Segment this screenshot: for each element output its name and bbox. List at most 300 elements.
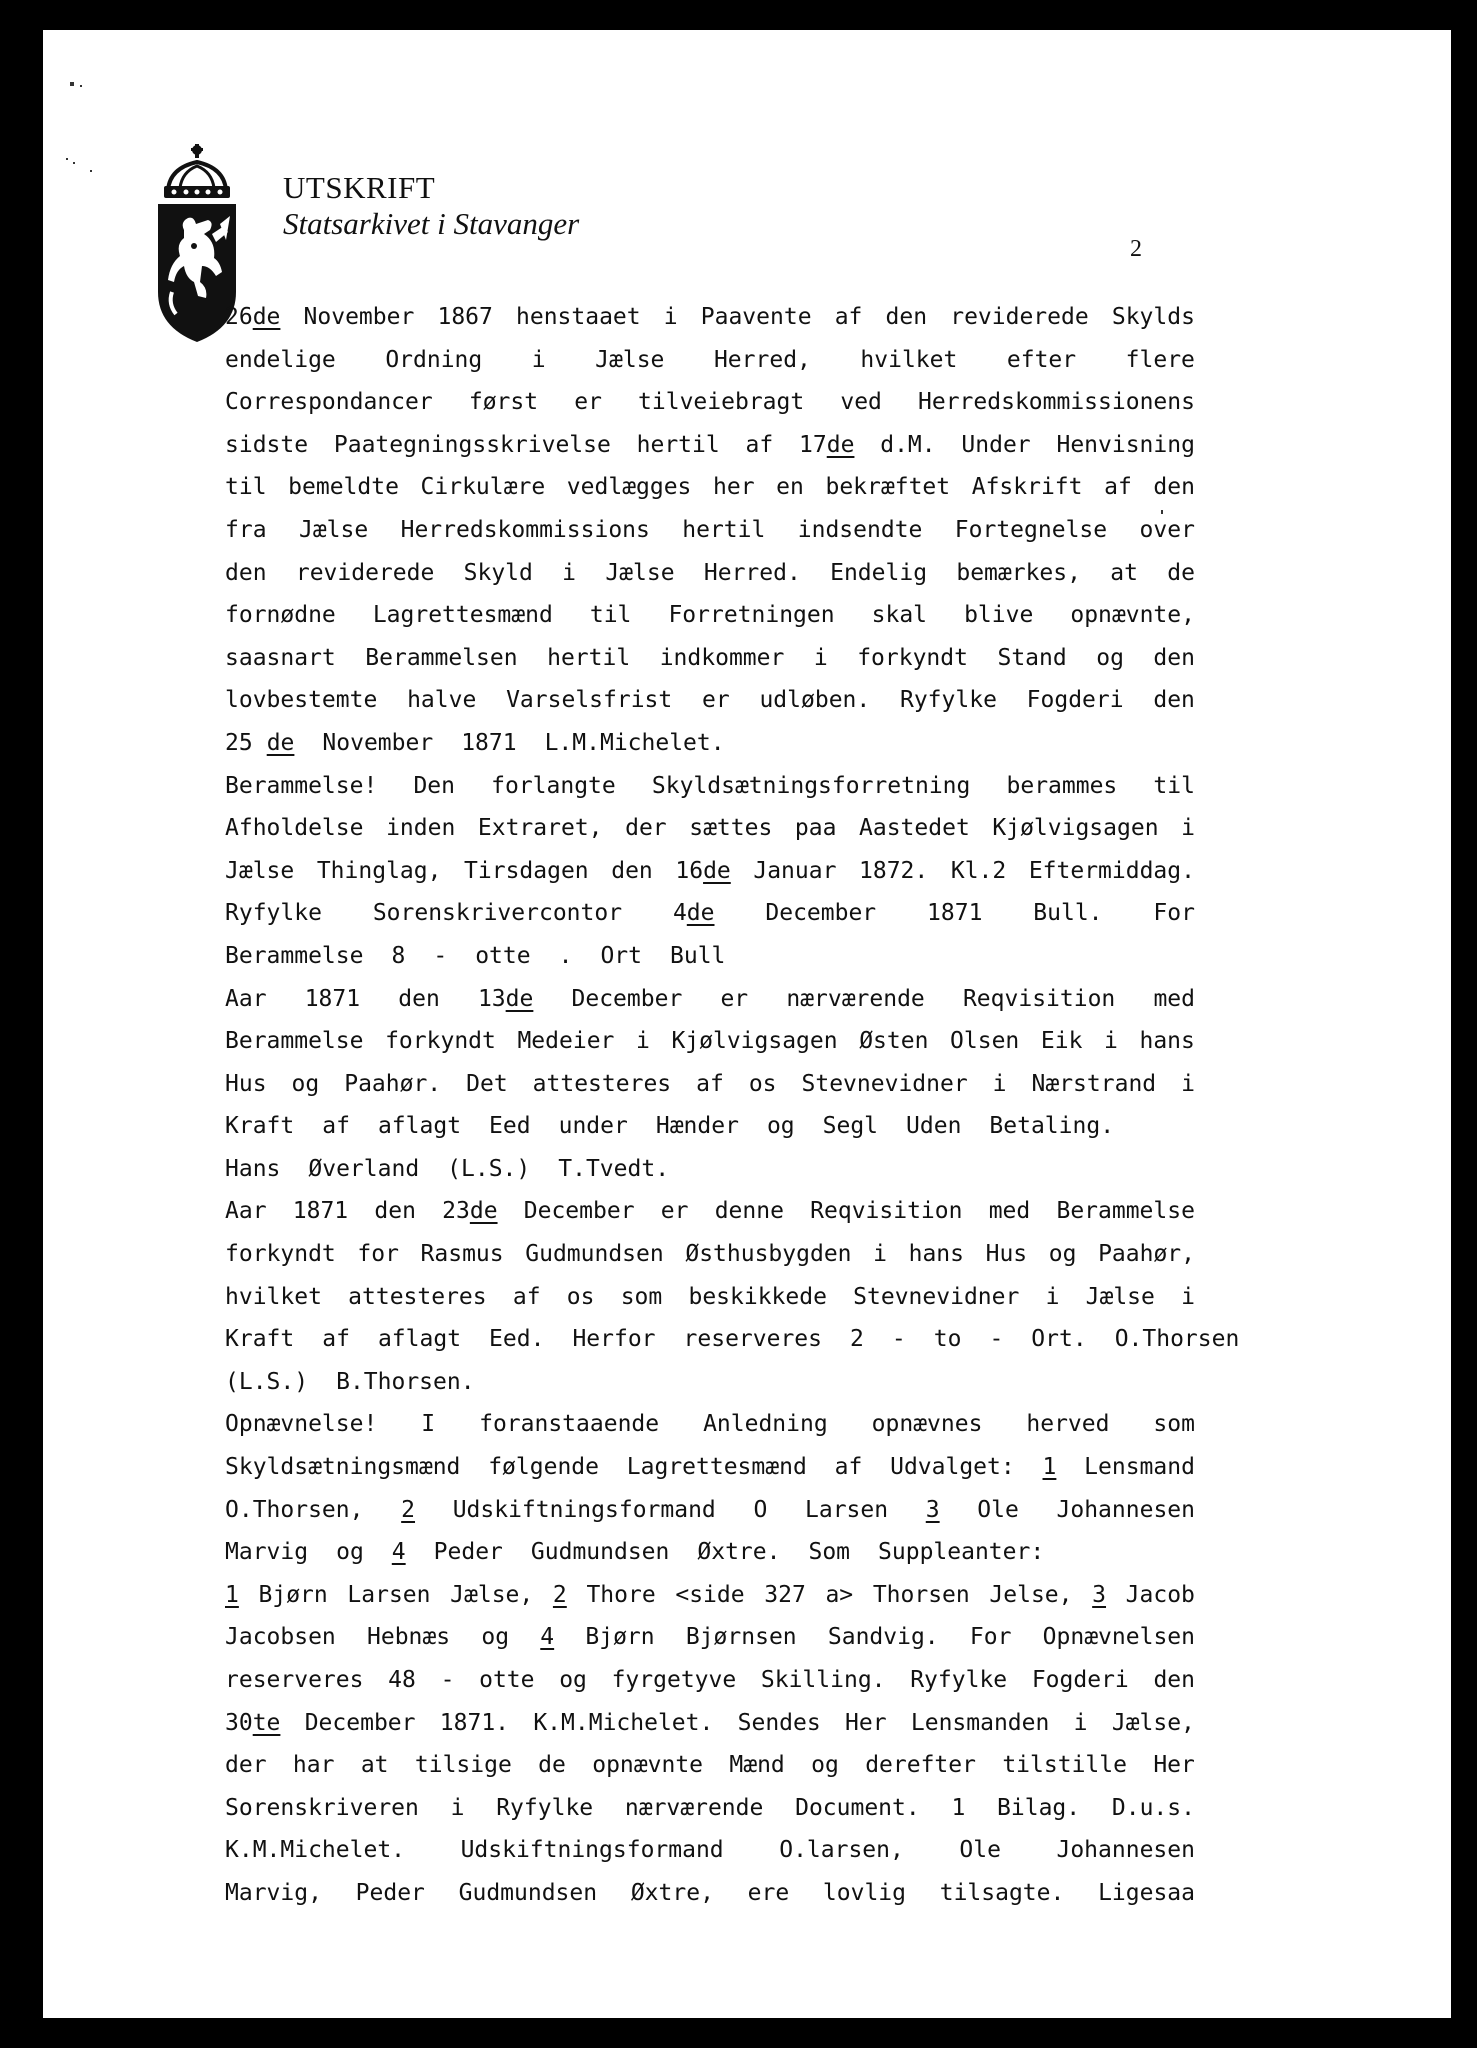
word-text: Herred. [703, 559, 801, 586]
word-text: med [988, 1198, 1031, 1225]
word [225, 594, 336, 637]
word [761, 1659, 886, 1702]
word [447, 1148, 544, 1191]
word [656, 1105, 753, 1148]
word [595, 339, 664, 382]
word [567, 466, 692, 509]
word [1007, 339, 1076, 382]
word-text: Herred, [713, 346, 811, 373]
word [729, 1744, 784, 1787]
word [421, 466, 546, 509]
word-text: K.M.Michelet. [225, 1837, 406, 1864]
word [553, 1574, 567, 1617]
word [558, 1148, 683, 1191]
word [825, 466, 950, 509]
word-text: Peder [433, 1539, 503, 1566]
word [845, 1702, 887, 1745]
underlined-text: de [252, 304, 281, 330]
word [910, 1659, 1007, 1702]
text-line [225, 1829, 1195, 1872]
word-text: Aastedet [859, 815, 970, 842]
word-text: Cirkulære [420, 474, 546, 501]
word [814, 637, 828, 680]
word-text: 1871 [927, 900, 983, 927]
word-text: Ryfylke [899, 687, 997, 714]
word-text: Suppleanter: [878, 1539, 1045, 1566]
word-text: Eed [489, 1113, 531, 1140]
word [407, 679, 476, 722]
word-text: 2 [850, 1326, 864, 1353]
text-line [225, 892, 1195, 935]
word-text: Larsen [347, 1581, 431, 1608]
word [1029, 850, 1195, 893]
word [857, 637, 968, 680]
word [926, 1489, 940, 1532]
word [701, 296, 812, 339]
word-text: Ryfylke [225, 900, 322, 927]
word [627, 1446, 807, 1489]
word [322, 722, 447, 765]
word [697, 1531, 794, 1574]
text-line [225, 1659, 1195, 1702]
word [525, 1233, 663, 1276]
word-text: O.Thorsen, [225, 1496, 364, 1523]
word-text: aflagt [377, 1326, 462, 1353]
word-text: i [663, 304, 678, 330]
word-text: - [989, 1326, 1004, 1353]
word [293, 1744, 335, 1787]
word-text: attesteres [348, 1283, 487, 1310]
word-text: bekræftet [825, 474, 951, 501]
word [1098, 1233, 1195, 1276]
word [671, 1020, 837, 1063]
word-text: Aar [225, 985, 267, 1012]
word [950, 296, 1088, 339]
underlined-text: de [469, 1198, 498, 1225]
word [559, 1105, 642, 1148]
text-line [225, 1233, 1195, 1276]
word-text: i [562, 559, 577, 586]
word-text: 327 [764, 1581, 806, 1608]
word [955, 509, 1107, 552]
word [225, 1233, 336, 1276]
text-line [225, 1063, 1195, 1106]
word-text: den [1153, 1667, 1195, 1693]
word-text: er [720, 985, 749, 1012]
word [670, 935, 739, 978]
word-text: December [523, 1198, 635, 1225]
word [592, 1744, 703, 1787]
word [1098, 1872, 1195, 1915]
word [479, 1403, 659, 1446]
word [688, 1276, 826, 1319]
text-line [225, 466, 1195, 509]
word [559, 1659, 587, 1702]
word-text: Peder [355, 1879, 425, 1906]
word [464, 850, 589, 893]
word-text: i [450, 1794, 465, 1821]
word [398, 978, 440, 1021]
word [906, 1105, 975, 1148]
word [621, 1276, 663, 1319]
word-text: Correspondancer [225, 389, 433, 416]
underlined-text: 3 [1092, 1581, 1107, 1608]
word-text: Marvig, [225, 1879, 322, 1906]
word [1032, 1063, 1157, 1106]
word [1153, 679, 1195, 722]
word-text: Lagrettesmænd [372, 602, 553, 629]
word-text: her [713, 474, 755, 501]
word [365, 637, 517, 680]
word [299, 509, 368, 552]
word-text: Bjørn [258, 1581, 328, 1608]
word [481, 1616, 509, 1659]
word-text: K.M.Michelet. [533, 1709, 714, 1736]
word [225, 978, 267, 1021]
word [374, 1190, 416, 1233]
word-text: 16 [675, 857, 704, 884]
word-text: Reqvisition [810, 1198, 963, 1225]
word-text: og [766, 1113, 795, 1140]
word-text: denne [714, 1198, 784, 1225]
word [835, 296, 863, 339]
word [225, 1020, 363, 1063]
word [1153, 637, 1195, 680]
word-text: Jælse [1085, 1283, 1155, 1310]
word [391, 935, 419, 978]
word-text: Den [413, 772, 455, 799]
word-text: I [421, 1411, 436, 1438]
word-text: der [625, 815, 667, 842]
word-text: flere [1125, 346, 1195, 373]
word [225, 1787, 419, 1830]
word-text: blive [964, 602, 1034, 629]
word [825, 1574, 853, 1617]
word [764, 1574, 806, 1617]
word-text: O [753, 1496, 768, 1523]
word [1074, 1702, 1088, 1745]
word [469, 381, 538, 424]
word [453, 1489, 716, 1532]
word-text: Jælse, [1111, 1709, 1195, 1736]
word-text: B.Thorsen. [336, 1368, 475, 1395]
word [759, 679, 870, 722]
word-text: hertil [682, 516, 766, 543]
word-text: Udskiftningsformand [460, 1837, 724, 1864]
word [1032, 1659, 1129, 1702]
word [225, 339, 336, 382]
word [1007, 765, 1118, 808]
word [461, 1829, 724, 1872]
word-text: December [304, 1709, 416, 1736]
word [828, 1616, 939, 1659]
word [918, 381, 1195, 424]
word-text: forkyndt [225, 1241, 336, 1268]
word [703, 1403, 828, 1446]
word [1027, 679, 1124, 722]
word-text: Segl [822, 1113, 879, 1140]
word-text: af [834, 1454, 863, 1481]
word [823, 1872, 906, 1915]
word-text: derefter [865, 1752, 976, 1779]
word [989, 1190, 1031, 1233]
text-line [225, 594, 1195, 637]
word [1033, 892, 1102, 935]
word-text: indsendte [797, 516, 923, 543]
word-text: (L.S.) [447, 1155, 531, 1182]
word [638, 381, 804, 424]
word-text: i [1181, 1070, 1195, 1097]
word-text: Thinglag, [316, 857, 442, 884]
word [738, 1702, 821, 1745]
word [1153, 1659, 1195, 1702]
word-text: de [1167, 559, 1195, 586]
word-text: Det [466, 1070, 508, 1097]
word [767, 1105, 809, 1148]
word-text: skal [871, 602, 928, 629]
text-line [225, 1276, 1195, 1319]
word-text: Skylds [1111, 304, 1195, 330]
word [900, 679, 997, 722]
word [440, 1702, 509, 1745]
word [392, 1531, 420, 1574]
word [684, 1318, 836, 1361]
word-text: under [558, 1113, 628, 1140]
word [612, 1659, 737, 1702]
word [433, 935, 461, 978]
text-line [225, 1489, 1195, 1532]
word-text: Jacob [1125, 1581, 1195, 1608]
word [977, 1489, 1019, 1532]
text-line [225, 1702, 1195, 1745]
word-text: der [225, 1752, 267, 1779]
word [225, 1403, 377, 1446]
word [547, 637, 630, 680]
text-line [225, 1446, 1195, 1489]
word [225, 1872, 322, 1915]
word [1070, 594, 1195, 637]
word [840, 381, 882, 424]
word [367, 1616, 450, 1659]
word-text: Skyld [463, 559, 533, 586]
word [652, 765, 971, 808]
word [464, 552, 533, 595]
word [317, 850, 442, 893]
word-text: Hus [985, 1241, 1028, 1268]
text-line [225, 1574, 1195, 1617]
word-text: Gudmundsen [530, 1539, 670, 1566]
word-text: O.larsen, [779, 1837, 904, 1864]
word-text: fyrgetyve [611, 1667, 737, 1693]
word [225, 1063, 267, 1106]
word-text: Ligesaa [1098, 1879, 1195, 1906]
word-text: Her [1153, 1752, 1195, 1779]
word [585, 1616, 654, 1659]
word [853, 1276, 1019, 1319]
word [951, 1787, 965, 1830]
word-text: Ole [977, 1496, 1019, 1523]
word-text: Berammelsen [365, 644, 518, 671]
word [421, 1403, 435, 1446]
word [992, 807, 1158, 850]
word [562, 552, 576, 595]
word-text: - [440, 1667, 455, 1693]
word [572, 1318, 669, 1361]
word-text: den [611, 857, 653, 884]
word [989, 1574, 1072, 1617]
text-line [225, 722, 1195, 765]
word-text: den [374, 1198, 416, 1225]
word-text: hertil [547, 644, 631, 671]
word-text: vedlægges [566, 474, 692, 501]
word [956, 552, 1081, 595]
word [714, 339, 811, 382]
word [805, 1489, 888, 1532]
underlined-text: 4 [391, 1539, 406, 1566]
word-text: Eed. [489, 1326, 545, 1353]
word-text: de [538, 1752, 566, 1779]
word-text: Aar [225, 1198, 267, 1225]
word [810, 1190, 962, 1233]
word [972, 466, 1083, 509]
word [776, 466, 804, 509]
word-text: bemærkes, [956, 559, 1081, 586]
word-text: Lensmanden [910, 1709, 1050, 1736]
word-text: over [1139, 516, 1195, 543]
word [959, 1829, 1001, 1872]
word-text: Bilag. [997, 1794, 1081, 1821]
word [1104, 1020, 1118, 1063]
word-text: 1871 [304, 985, 361, 1012]
word-text: 1872. [859, 857, 929, 884]
word [675, 850, 730, 893]
word-text: Stevnevidner [801, 1070, 968, 1097]
word [830, 552, 927, 595]
word-text: Herredskommissions [400, 516, 650, 543]
word-text: 17 [799, 431, 827, 458]
word [878, 1531, 1058, 1574]
word-text: forlangte [491, 772, 616, 799]
word [459, 1872, 597, 1915]
word-text: 8 [391, 942, 406, 969]
word [1139, 1020, 1194, 1063]
word-text: i [1104, 1028, 1118, 1055]
word [808, 1531, 864, 1574]
text-line [225, 509, 1195, 552]
word-text: i [1181, 1283, 1195, 1310]
word [442, 1190, 497, 1233]
word [590, 594, 632, 637]
word [225, 722, 308, 765]
word [385, 339, 482, 382]
word [378, 1318, 475, 1361]
word [802, 1063, 968, 1106]
word-text: December [765, 900, 877, 927]
word-text: d.M. [880, 431, 936, 458]
word-text: Sendes [737, 1709, 821, 1736]
word-text: Herredskommissionens [918, 389, 1195, 416]
word-text: tilsagte. [939, 1879, 1065, 1906]
word [296, 552, 434, 595]
word [811, 1744, 839, 1787]
word [225, 807, 363, 850]
word-text: Afskrift [971, 474, 1083, 501]
text-line [225, 679, 1195, 722]
word [1002, 1744, 1127, 1787]
word [225, 1361, 322, 1404]
word [746, 424, 774, 467]
word [489, 1105, 545, 1148]
word-text: af [512, 1283, 541, 1310]
word-text: reviderede [295, 559, 435, 586]
word-text: Paahør, [1098, 1241, 1195, 1268]
word-text: Extraret, [477, 815, 603, 842]
word [567, 1276, 595, 1319]
word-text: er [702, 687, 730, 714]
word [517, 1020, 614, 1063]
word-text: Kjølvigsagen [671, 1028, 838, 1055]
word-text: 1871 [461, 729, 517, 756]
word-text: og [291, 1070, 320, 1097]
word-text: Jelse, [989, 1581, 1073, 1608]
word-text: Sorenskrivercontor [372, 900, 623, 927]
word-text: Kl.2 [950, 857, 1007, 884]
word-text: Gudmundsen [525, 1241, 664, 1268]
word-text: Skyldsætningsmænd [225, 1454, 461, 1481]
word-text: Uden [906, 1113, 962, 1140]
word [225, 1702, 280, 1745]
word-text: Thorsen [872, 1581, 970, 1608]
word [386, 807, 455, 850]
word-text: Østen [859, 1028, 929, 1055]
word-text: Udskiftningsformand [452, 1496, 716, 1523]
word-text: Fortegnelse [954, 516, 1108, 543]
word-text: attesteres [532, 1070, 672, 1097]
word [696, 1063, 724, 1106]
word-text: nærværende [624, 1794, 764, 1821]
word-text: Ole [959, 1837, 1001, 1864]
word-text: er [660, 1198, 689, 1225]
word-text: Betaling. [989, 1113, 1115, 1140]
word [661, 1190, 689, 1233]
word [1153, 978, 1195, 1021]
word [305, 1702, 416, 1745]
word-text: Berammelse [1056, 1198, 1195, 1225]
word-text: Jælse [595, 346, 665, 373]
word-text: udløben. [759, 687, 871, 714]
word [388, 1659, 416, 1702]
word [401, 1489, 415, 1532]
word [225, 1190, 267, 1233]
word [451, 1787, 465, 1830]
word-text: Henvisning [1056, 431, 1195, 458]
word [1112, 1787, 1195, 1830]
word-text: Bjørn [585, 1624, 655, 1651]
word [865, 1744, 976, 1787]
word-text: November [322, 729, 434, 756]
word [356, 1872, 425, 1915]
word [859, 807, 970, 850]
word [225, 1616, 336, 1659]
word [668, 594, 834, 637]
text-line [225, 1872, 1195, 1915]
word [385, 1020, 496, 1063]
word-text: Lensmand [1084, 1454, 1195, 1481]
word-text: to [933, 1326, 962, 1353]
word-text: (L.S.) [225, 1368, 309, 1395]
underlined-text: de [686, 900, 715, 927]
word [1096, 637, 1124, 680]
